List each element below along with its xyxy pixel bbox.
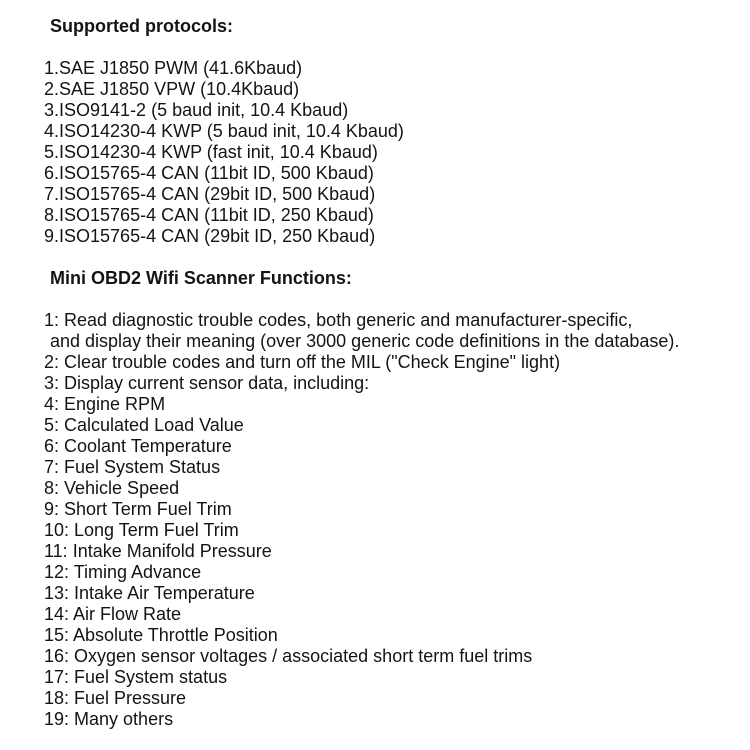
list-item: 4: Engine RPM <box>44 394 166 414</box>
list-item: 7: Fuel System Status <box>44 457 221 477</box>
list-item: 15: Absolute Throttle Position <box>44 625 278 645</box>
list-item: 6: Coolant Temperature <box>44 436 232 456</box>
list-item: 2: Clear trouble codes and turn off the MIL ("Check Engine" light) <box>44 352 561 372</box>
list-item: 12: Timing Advance <box>44 562 202 582</box>
section-scanner-functions <box>44 268 742 730</box>
scanner-functions-heading: Mini OBD2 Wifi Scanner Functions: <box>50 268 352 288</box>
list-item: 10: Long Term Fuel Trim <box>44 520 239 540</box>
list-item: 7.ISO15765-4 CAN (29bit ID, 500 Kbaud) <box>44 184 376 204</box>
list-item: 13: Intake Air Temperature <box>44 583 255 603</box>
functions-list <box>44 310 742 730</box>
list-item: 16: Oxygen sensor voltages / associated short term fuel trims <box>44 646 533 666</box>
list-item: 1: Read diagnostic trouble codes, both generic and manufacturer-specific, <box>44 310 633 330</box>
list-item: 3: Display current sensor data, including: <box>44 373 370 393</box>
list-item: and display their meaning (over 3000 generic code definitions in the database). <box>50 331 680 351</box>
protocol-list <box>44 58 742 247</box>
list-item: 9.ISO15765-4 CAN (29bit ID, 250 Kbaud) <box>44 226 376 246</box>
list-item: 8: Vehicle Speed <box>44 478 180 498</box>
list-item: 3.ISO9141-2 (5 baud init, 10.4 Kbaud) <box>44 100 349 120</box>
list-item: 11: Intake Manifold Pressure <box>44 541 272 561</box>
list-item: 18: Fuel Pressure <box>44 688 187 708</box>
list-item: 5: Calculated Load Value <box>44 415 244 435</box>
list-item: 6.ISO15765-4 CAN (11bit ID, 500 Kbaud) <box>44 163 374 183</box>
list-item: 17: Fuel System status <box>44 667 228 687</box>
list-item: 8.ISO15765-4 CAN (11bit ID, 250 Kbaud) <box>44 205 374 225</box>
supported-protocols-heading: Supported protocols: <box>50 16 233 36</box>
list-item: 4.ISO14230-4 KWP (5 baud init, 10.4 Kbaud) <box>44 121 404 141</box>
list-item: 1.SAE J1850 PWM (41.6Kbaud) <box>44 58 303 78</box>
list-item: 19: Many others <box>44 709 174 729</box>
list-item: 2.SAE J1850 VPW (10.4Kbaud) <box>44 79 300 99</box>
list-item: 9: Short Term Fuel Trim <box>44 499 232 519</box>
list-item: 14: Air Flow Rate <box>44 604 182 624</box>
list-item: 5.ISO14230-4 KWP (fast init, 10.4 Kbaud) <box>44 142 378 162</box>
section-supported-protocols <box>44 16 742 247</box>
